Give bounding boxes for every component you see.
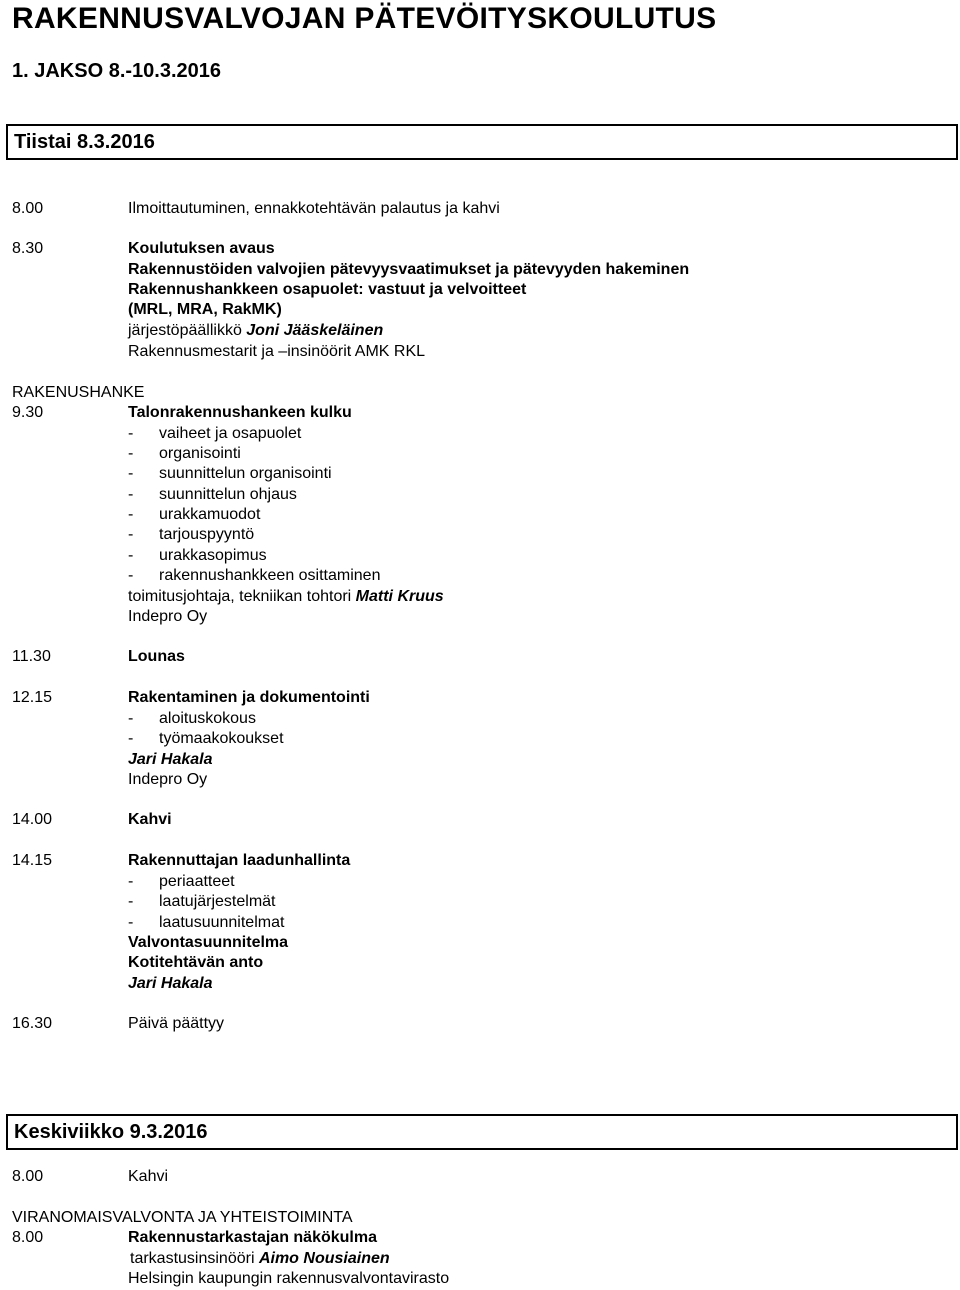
list-item-text: urakkasopimus [159, 547, 267, 564]
session-title: Lounas [128, 648, 185, 665]
list-item-text: tarjouspyyntö [159, 526, 255, 543]
speaker-role: tarkastusinsinööri [130, 1250, 259, 1267]
speaker-role: järjestöpäällikkö [128, 322, 247, 339]
session-text: Kahvi [128, 1168, 169, 1185]
list-item: - vaiheet ja osapuolet [128, 425, 302, 442]
document-subtitle: 1. JAKSO 8.-10.3.2016 [12, 60, 222, 82]
list-item: - aloituskokous [128, 710, 256, 727]
session-line: Rakennustöiden valvojien pätevyysvaatimukset ja pätevyyden hakeminen [128, 261, 690, 278]
section-label: RAKENUSHANKE [12, 384, 145, 401]
speaker-line [128, 587, 444, 607]
speaker-org: Indepro Oy [128, 771, 208, 788]
speaker-name: Aimo Nousiainen [258, 1250, 390, 1267]
speaker-role: toimitusjohtaja, tekniikan tohtori [128, 588, 356, 605]
time-1400: 14.00 [12, 811, 53, 828]
day-header-tuesday: Tiistai 8.3.2016 [6, 124, 958, 160]
session-title: Rakennuttajan laadunhallinta [128, 852, 351, 869]
list-item-text: suunnittelun ohjaus [159, 486, 297, 503]
session-title: Talonrakennushankeen kulku [128, 404, 352, 421]
list-item: - suunnittelun ohjaus [128, 486, 297, 503]
speaker-name: Jari Hakala [128, 751, 213, 768]
speaker-line [128, 321, 383, 341]
session-title: Kahvi [128, 811, 172, 828]
time-0800: 8.00 [12, 1168, 44, 1185]
list-item: - organisointi [128, 445, 241, 462]
time-0930: 9.30 [12, 404, 44, 421]
list-item: - urakkamuodot [128, 506, 261, 523]
session-title: Koulutuksen avaus [128, 240, 275, 257]
list-item-text: laatusuunnitelmat [159, 914, 285, 931]
time-1130: 11.30 [12, 648, 51, 665]
time-1630: 16.30 [12, 1015, 53, 1032]
list-item: - laatusuunnitelmat [128, 914, 285, 931]
list-item-text: laatujärjestelmät [159, 893, 276, 910]
session-text: Päivä päättyy [128, 1015, 225, 1032]
speaker-name: Joni Jääskeläinen [246, 322, 384, 339]
section-label: VIRANOMAISVALVONTA JA YHTEISTOIMINTA [12, 1209, 353, 1226]
list-item: - laatujärjestelmät [128, 893, 276, 910]
time-0830: 8.30 [12, 240, 44, 257]
list-item-text: rakennushankkeen osittaminen [159, 567, 381, 584]
speaker-name: Matti Kruus [355, 588, 444, 605]
speaker-org: Rakennusmestarit ja –insinöörit AMK RKL [128, 343, 426, 360]
speaker-org: Helsingin kaupungin rakennusvalvontavirasto [128, 1270, 450, 1287]
day-header-wednesday: Keskiviikko 9.3.2016 [6, 1114, 958, 1150]
list-item-text: vaiheet ja osapuolet [159, 425, 302, 442]
session-line: (MRL, MRA, RakMK) [128, 301, 282, 318]
speaker-org: Indepro Oy [128, 608, 208, 625]
list-item-text: suunnittelun organisointi [159, 465, 332, 482]
session-text: Ilmoittautuminen, ennakkotehtävän palautus ja kahvi [128, 200, 500, 217]
list-item: - tarjouspyyntö [128, 526, 255, 543]
list-item: - suunnittelun organisointi [128, 465, 332, 482]
session-line: Rakennushankkeen osapuolet: vastuut ja velvoitteet [128, 281, 527, 298]
speaker-name: Jari Hakala [128, 975, 213, 992]
list-item: - työmaakokoukset [128, 730, 284, 747]
list-item-text: urakkamuodot [159, 506, 261, 523]
document-title: RAKENNUSVALVOJAN PÄTEVÖITYSKOULUTUS [12, 2, 717, 35]
time-0800: 8.00 [12, 200, 44, 217]
list-item: - rakennushankkeen osittaminen [128, 567, 381, 584]
session-title: Rakentaminen ja dokumentointi [128, 689, 370, 706]
list-item-text: työmaakokoukset [159, 730, 284, 747]
list-item-text: organisointi [159, 445, 241, 462]
time-1215: 12.15 [12, 689, 53, 706]
time-0800: 8.00 [12, 1229, 44, 1246]
session-line: Valvontasuunnitelma [128, 934, 289, 951]
list-item-text: periaatteet [159, 873, 235, 890]
time-1415: 14.15 [12, 852, 53, 869]
session-title: Rakennustarkastajan näkökulma [128, 1229, 377, 1246]
speaker-line [130, 1249, 390, 1269]
list-item: - urakkasopimus [128, 547, 267, 564]
session-line: Kotitehtävän anto [128, 954, 264, 971]
list-item: - periaatteet [128, 873, 235, 890]
list-item-text: aloituskokous [159, 710, 256, 727]
